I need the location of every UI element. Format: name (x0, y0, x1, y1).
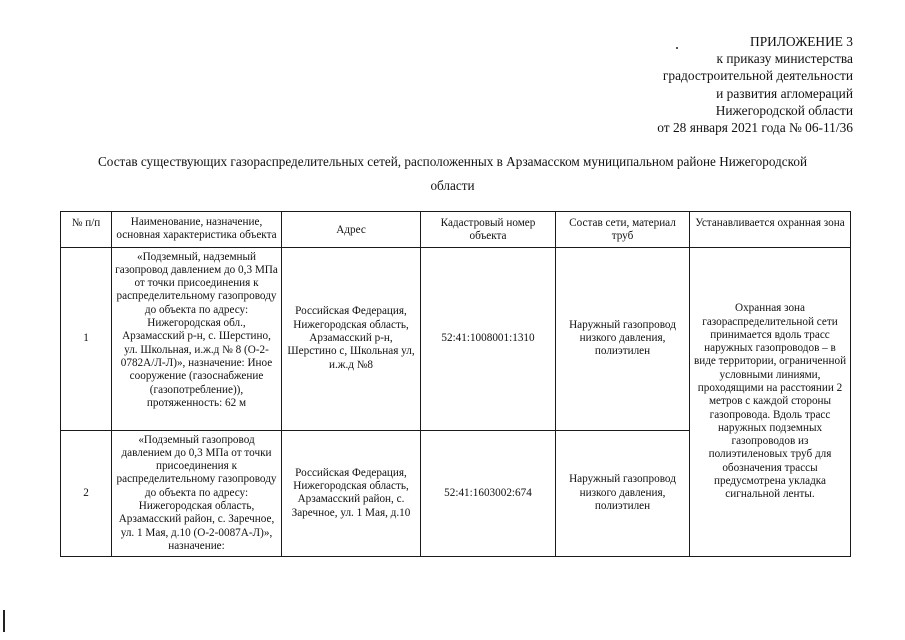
appendix-label: ПРИЛОЖЕНИЕ 3 (750, 34, 853, 49)
order-line-4: Нижегородской области (715, 102, 853, 118)
protection-zone-cell: Охранная зона газораспределительной сети принимается вдоль трасс наружных газопроводов – в виде территории, ограниченной условными линиями, проходящими на расстоянии 2 метров с каждой стороны газопровода. Вдоль трасс наружных подземных газопроводов из полиэтиленовых труб для обозначения трассы предусмотрена укладка сигнальной ленты. (690, 247, 851, 557)
row-address: Российская Федерация, Нижегородская область, Арзамасский р-н, Шерстино с, Школьная ул, и.ж.д №8 (282, 247, 421, 430)
header-zone: Устанавливается охранная зона (690, 212, 851, 248)
row-cadastral: 52:41:1603002:674 (421, 430, 556, 557)
order-line-2: градостроительной деятельности (662, 68, 853, 84)
row-description: «Подземный, надземный газопровод давлением до 0,3 МПа от точки присоединения к распределительному газопроводу до объекта по адресу: Нижегородская обл., Арзамасский р-н, с. Шерстино, ул. Школьная, и.ж.д № 8 (О-2-0782А/Л-Л)», назначение: Иное сооружение (газоснабжение (газопотребление)), протяженность: 62 м (112, 247, 282, 430)
title-line-1: Состав существующих газораспределительных сетей, расположенных в Арзамасском муниципальном районе Нижегородской (97, 154, 808, 169)
order-line-1: к приказу министерства (716, 51, 853, 67)
document-title (40, 150, 865, 198)
row-network: Наружный газопровод низкого давления, полиэтилен (556, 247, 690, 430)
table-row (61, 247, 851, 430)
header-network: Состав сети, материал труб (556, 212, 690, 248)
header-num: № п/п (61, 212, 112, 248)
order-line-3: и развития агломераций (716, 85, 853, 101)
header-name: Наименование, назначение, основная характеристика объекта (112, 212, 282, 248)
row-num: 2 (61, 430, 112, 557)
table-header-row (61, 212, 851, 248)
row-description: «Подземный газопровод давлением до 0,3 МПа от точки присоединения к распределительному газопроводу до объекта по адресу: Нижегородская область, Арзамасский район, с. Заречное, ул. 1 Мая, д.10 (О-2-0087А-Л)», назначение: (112, 430, 282, 557)
header-cadastral: Кадастровый номер объекта (421, 212, 556, 248)
scan-edge-mark (3, 610, 5, 632)
header-address: Адрес (282, 212, 421, 248)
appendix-header (657, 33, 853, 136)
order-date-number: от 28 января 2021 года № 06-11/36 (657, 120, 853, 136)
row-address: Российская Федерация, Нижегородская область, Арзамасский район, с. Заречное, ул. 1 Мая, д.10 (282, 430, 421, 557)
row-cadastral: 52:41:1008001:1310 (421, 247, 556, 430)
gas-network-table (60, 211, 851, 557)
title-line-2: области (430, 178, 475, 193)
row-num: 1 (61, 247, 112, 430)
row-network: Наружный газопровод низкого давления, полиэтилен (556, 430, 690, 557)
